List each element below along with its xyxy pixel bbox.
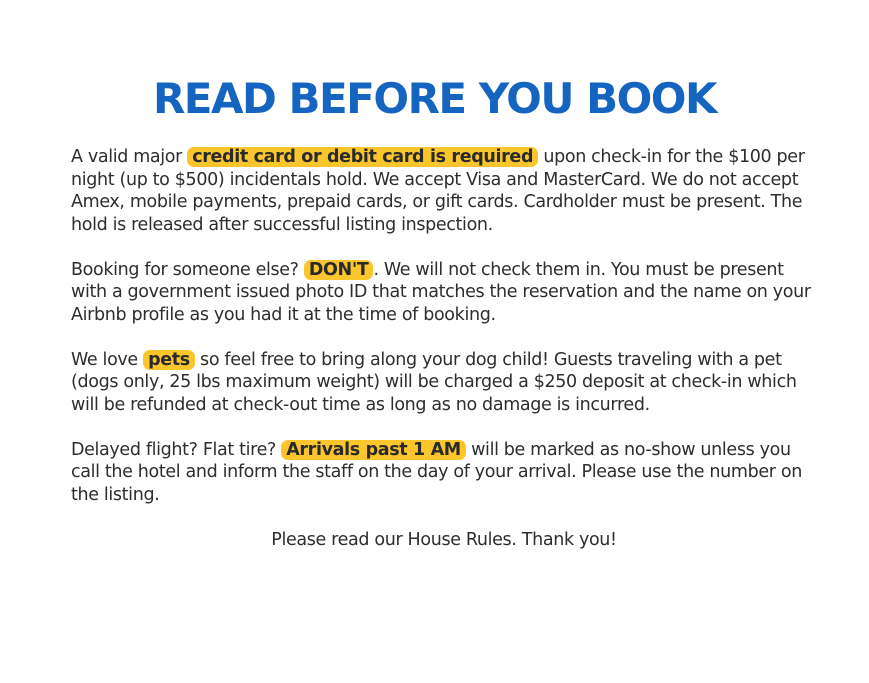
paragraph-pets (71, 349, 817, 417)
highlight-arrivals: Arrivals past 1 AM (281, 440, 466, 460)
paragraph-late-arrivals (71, 439, 817, 507)
paragraph-text: so feel free to bring along your dog child! Guests traveling with a pet (dogs only, 25 lbs maximum weight) will be charged a $250 deposit at check-in which will be refunded at check-out time as long as no damage is incurred. (71, 349, 797, 415)
paragraph-text: upon check-in for the $100 per night (up to $500) incidentals hold. We accept Visa and MasterCard. We do not accept Amex, mobile payments, prepaid cards, or gift cards. Cardholder must be present. The hold is released after successful listing inspection. (71, 147, 805, 235)
paragraph-text: A valid major (71, 147, 188, 167)
highlight-pets: pets (143, 350, 195, 370)
paragraph-text: . We will not check them in. You must be present with a government issued photo ID that matches the reservation and the name on your Airbnb profile as you had it at the time of booking. (71, 259, 811, 325)
page-title: READ BEFORE YOU BOOK (152, 74, 717, 123)
paragraph-text: Delayed flight? Flat tire? (71, 439, 282, 460)
paragraph-booking-for-others (71, 259, 817, 327)
closing-line: Please read our House Rules. Thank you! (271, 529, 617, 550)
highlight-dont: DON'T (304, 260, 374, 280)
paragraph-text: will be marked as no-show unless you call the hotel and inform the staff on the day of your arrival. Please use the number on the listing. (71, 439, 802, 505)
highlight-card-required: credit card or debit card is required (187, 147, 538, 167)
paragraph-text: We love (71, 349, 144, 370)
paragraph-payment (71, 146, 817, 236)
notice-body (71, 146, 817, 551)
paragraph-text: Booking for someone else? (71, 259, 304, 280)
